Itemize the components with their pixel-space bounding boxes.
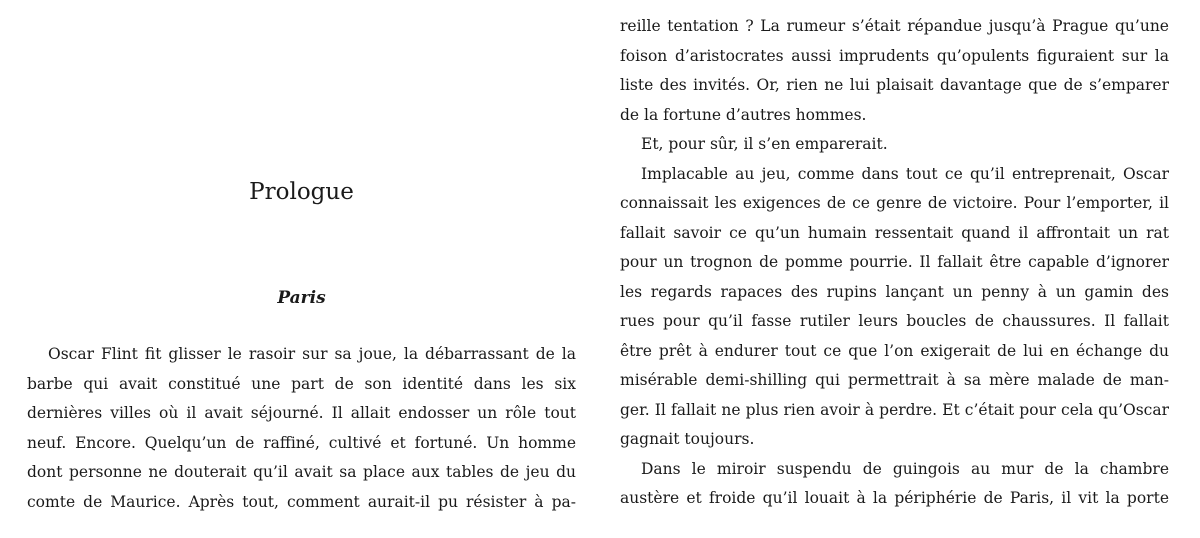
text-line: misérable demi-shilling qui permettrait à sa mère malade de man-	[620, 371, 1169, 389]
left-page	[27, 0, 576, 538]
text-line: rues pour qu’il fasse rutiler leurs boucles de chaussures. Il fallait	[620, 312, 1169, 330]
text-line: comte de Maurice. Après tout, comment aurait-il pu résister à pa-	[27, 492, 576, 511]
text-line: foison d’aristocrates aussi imprudents qu’opulents figuraient sur la	[620, 46, 1169, 65]
text-line: Dans le miroir suspendu de guingois au mur de la chambre	[641, 459, 1169, 478]
text-line: fallait savoir ce qu’un humain ressentait quand il affrontait un rat	[620, 223, 1169, 242]
text-line: pour un trognon de pomme pourrie. Il fallait être capable d’ignorer	[620, 253, 1169, 271]
text-line: gagnait toujours.	[620, 430, 755, 448]
text-line: neuf. Encore. Quelqu’un de raffiné, cultivé et fortuné. Un homme	[27, 433, 576, 452]
text-line: liste des invités. Or, rien ne lui plaisait davantage que de s’emparer	[620, 76, 1169, 94]
right-page	[620, 0, 1169, 538]
right-page-body	[620, 12, 1169, 514]
text-line: être prêt à endurer tout ce que l’on exigerait de lui en échange du	[620, 341, 1169, 360]
left-page-body	[27, 340, 576, 517]
text-line: reille tentation ? La rumeur s’était répandue jusqu’à Prague qu’une	[620, 17, 1169, 35]
text-line: connaissait les exigences de ce genre de victoire. Pour l’emporter, il	[620, 194, 1169, 212]
text-line: dont personne ne douterait qu’il avait sa place aux tables de jeu du	[27, 463, 576, 481]
chapter-title: Prologue	[249, 179, 354, 205]
text-line: barbe qui avait constitué une part de son identité dans les six	[27, 374, 576, 393]
text-line: austère et froide qu’il louait à la périphérie de Paris, il vit la porte	[620, 489, 1169, 507]
section-title: Paris	[277, 288, 326, 308]
text-line: ger. Il fallait ne plus rien avoir à perdre. Et c’était pour cela qu’Oscar	[620, 400, 1169, 419]
text-line: dernières villes où il avait séjourné. Il allait endosser un rôle tout	[27, 404, 576, 422]
text-line: les regards rapaces des rupins lançant un penny à un gamin des	[620, 282, 1169, 301]
text-line: Implacable au jeu, comme dans tout ce qu’il entreprenait, Oscar	[641, 164, 1169, 183]
text-line: Et, pour sûr, il s’en emparerait.	[641, 135, 888, 153]
text-line: de la fortune d’autres hommes.	[620, 105, 867, 124]
text-line: Oscar Flint fit glisser le rasoir sur sa joue, la débarrassant de la	[48, 345, 576, 363]
